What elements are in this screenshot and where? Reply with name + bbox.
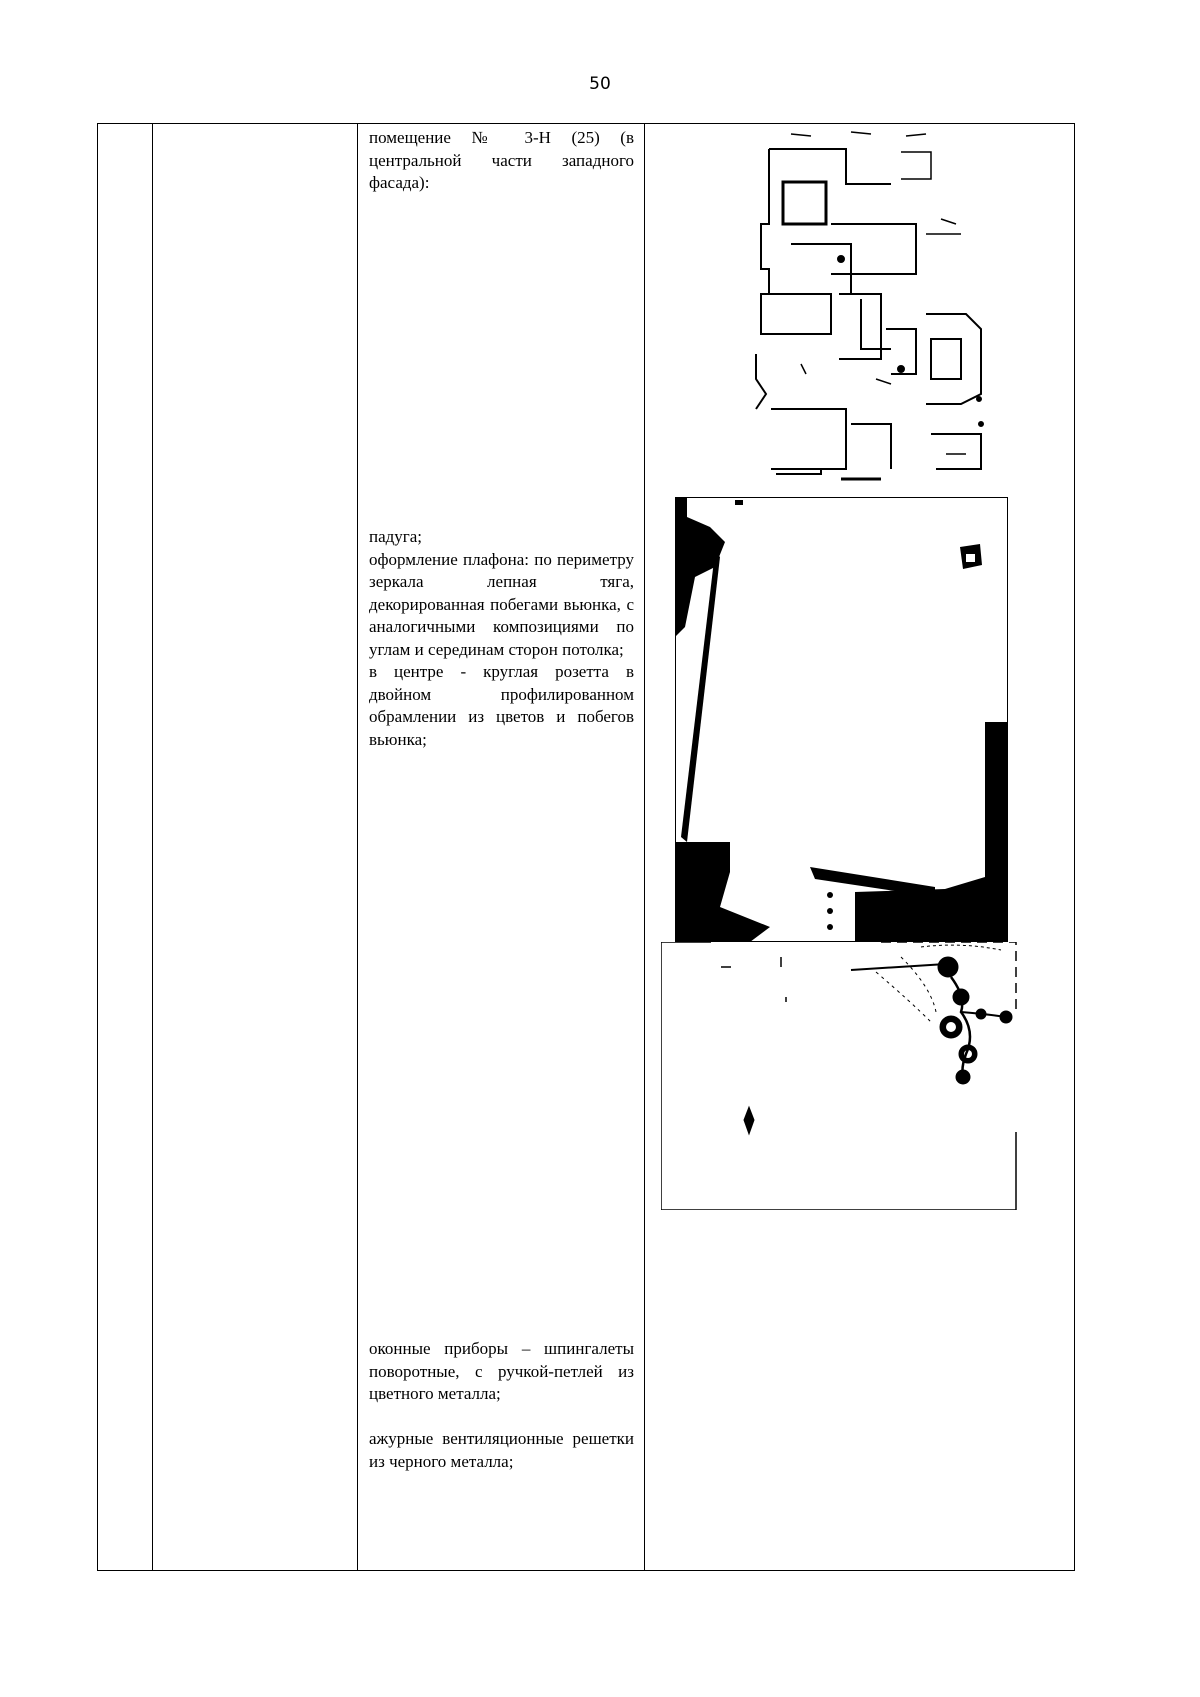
table-divider-1 — [152, 124, 153, 1570]
ceiling-detail-image — [661, 942, 1021, 1210]
fittings-description-text: оконные приборы – шпингалеты поворотные, с ручкой-петлей из цветного металла; ажурные вентиляционные решетки из черного металла; — [369, 1339, 634, 1471]
room-heading-text: помещение № 3-Н (25) (в центральной части западного фасада): — [369, 128, 634, 192]
page-number: 50 — [589, 74, 611, 94]
ceiling-photo-image — [675, 497, 1008, 942]
table-divider-2 — [357, 124, 358, 1570]
table-divider-3 — [644, 124, 645, 1570]
ceiling-description-text: падуга; оформление плафона: по периметру зеркала лепная тяга, декорированная побегами вьюнка, с аналогичными композициями по углам и серединам сторон потолка; в центре - круглая розетта в двойном профилированном обрамлении из цветов и побегов вьюнка; — [369, 527, 634, 749]
floor-plan-image — [731, 124, 986, 489]
inventory-table — [97, 123, 1075, 1571]
